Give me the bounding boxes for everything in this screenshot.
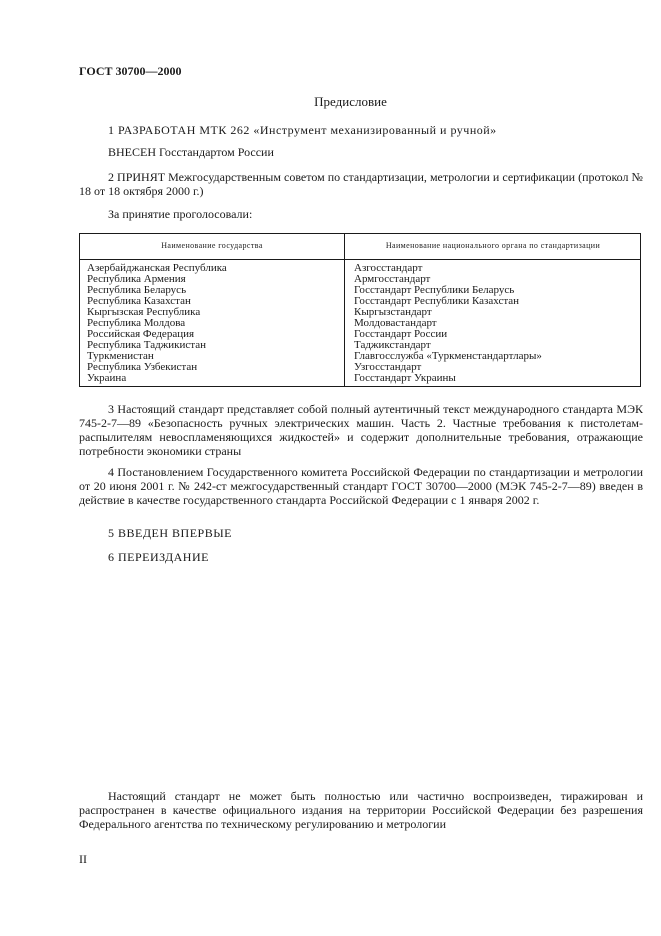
table-row-state: Туркменистан [87,350,154,362]
table-header-body: Наименование национального органа по стандартизации [385,241,601,250]
paragraph-introduced: ВНЕСЕН Госстандартом России [108,145,274,159]
paragraph-adopted: 2 ПРИНЯТ Межгосударственным советом по стандартизации, метрологии и сертификации (протокол № 18 от 18 октября 2000 г.) [79,170,643,198]
table-row-body: Азгосстандарт [354,262,423,274]
table-header [80,234,640,260]
paragraph-developed: 1 РАЗРАБОТАН МТК 262 «Инструмент механизированный и ручной» [108,123,497,137]
table-row-body: Таджикстандарт [354,339,431,351]
table-row-state: Республика Армения [87,273,186,285]
table-row-body: Кыргызстандарт [354,306,432,318]
table-row-body: Госстандарт России [354,328,448,340]
table-row-state: Республика Таджикистан [87,339,206,351]
document-code: ГОСТ 30700—2000 [79,64,182,78]
section-title: Предисловие [314,94,387,109]
table-column-states [87,263,227,384]
table-row-state: Республика Молдова [87,317,186,329]
table-column-divider [344,234,345,386]
table-column-bodies [354,263,542,384]
table-row-state: Азербайджанская Республика [87,262,227,274]
voting-table [79,233,641,387]
table-row-body: Госстандарт Республики Казахстан [354,295,520,307]
paragraph-copyright: Настоящий стандарт не может быть полностью или частично воспроизведен, тиражирован и распространен в качестве официального издания на территории Российской Федерации без разрешения Федерального агентства по техническому регулированию и метрологии [79,789,643,831]
table-row-state: Украина [87,372,127,384]
table-header-state: Наименование государства [161,241,263,250]
table-row-state: Кыргызская Республика [87,306,201,318]
table-row-state: Республика Казахстан [87,295,191,307]
table-row-body: Главгосслужба «Туркменстандартлары» [354,350,542,362]
paragraph-reissue: 6 ПЕРЕИЗДАНИЕ [108,550,209,564]
table-row-state: Российская Федерация [87,328,195,340]
table-row-body: Госстандарт Украины [354,372,456,384]
table-row-body: Молдовастандарт [354,317,437,329]
paragraph-voted: За принятие проголосовали: [108,207,253,221]
table-row-state: Республика Узбекистан [87,361,198,373]
paragraph-decree: 4 Постановлением Государственного комитета Российской Федерации по стандартизации и метрологии от 20 июня 2001 г. № 242-ст межгосударственный стандарт ГОСТ 30700—2000 (МЭК 745-2-7—89) введен в действие в качестве государственного стандарта Российской Федерации с 1 января 2002 г. [79,465,643,507]
paragraph-first-introduced: 5 ВВЕДЕН ВПЕРВЫЕ [108,526,232,540]
table-row-body: Узгосстандарт [354,361,422,373]
table-row-state: Республика Беларусь [87,284,187,296]
table-row-body: Армгосстандарт [354,273,431,285]
page-number: II [79,852,87,866]
table-row-body: Госстандарт Республики Беларусь [354,284,515,296]
paragraph-authentic: 3 Настоящий стандарт представляет собой полный аутентичный текст международного стандарта МЭК 745-2-7—89 «Безопасность ручных электрических машин. Часть 2. Частные требования к пистолетам-распылителям невоспламеняющихся жидкостей» и содержит дополнительные требования, отражающие потребности экономики страны [79,402,643,458]
